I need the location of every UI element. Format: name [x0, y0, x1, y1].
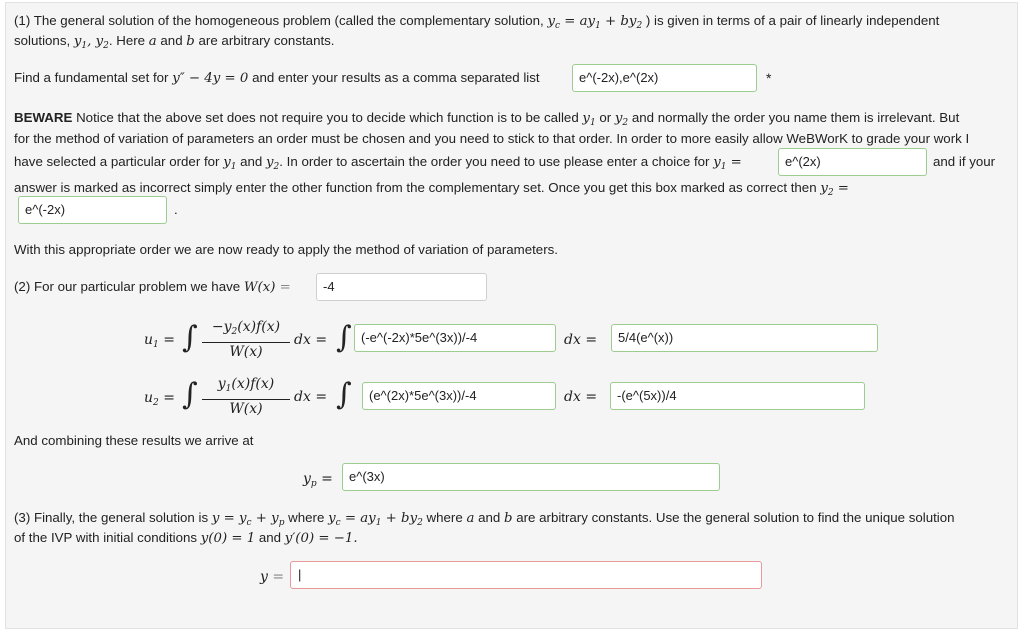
initial-condition-1: y(0) = 1 — [200, 531, 256, 546]
beware-text-3: have selected a particular order for — [14, 154, 220, 169]
beware-text-1: Notice that the above set does not require you to decide which function is to be called — [76, 110, 579, 125]
general-solution-eq: $y = y_c + y_p$ — [211, 511, 285, 528]
u1-fraction: $-y_2(x)f(x)$ W(x) — [202, 319, 290, 361]
or-text: or — [599, 110, 612, 125]
initial-condition-2: y′(0) = −1. — [284, 531, 358, 546]
part3-text-1: (3) Finally, the general solution is — [14, 510, 209, 525]
y1-symbol-2: $y_1$ — [223, 155, 237, 172]
y2-choice-input[interactable]: e^(-2x) — [18, 196, 167, 224]
part1-intro-tail: ) is given in terms of a pair of linearly independent — [645, 13, 940, 28]
part2-label: (2) For our particular problem we have — [14, 279, 241, 294]
yc-def: $y_c = ay_1 + by_2$ — [328, 511, 423, 528]
part3-text-2: of the IVP with initial conditions — [14, 530, 198, 545]
u2-label: $u_2$ = — [144, 390, 175, 408]
integral-sign: ∫ — [336, 377, 352, 412]
y1-choice-input[interactable]: e^(2x) — [778, 148, 927, 176]
problem-panel — [5, 2, 1018, 629]
integral-sign: ∫ — [182, 320, 198, 355]
and-text-3: and — [478, 510, 501, 525]
part2-label-line — [14, 279, 291, 295]
arbitrary-text: are arbitrary constants. — [198, 33, 335, 48]
integral-sign: ∫ — [182, 377, 198, 412]
part3-text-1-end: are arbitrary constants. Use the general solution to find the unique solution — [516, 510, 955, 525]
y2-equals: $y_2$ = — [820, 181, 849, 198]
where-text-2: where — [426, 510, 463, 525]
required-asterisk: * — [766, 70, 772, 86]
here-text: . Here — [108, 33, 146, 48]
beware-label: BEWARE — [14, 110, 73, 125]
part3-line1 — [14, 510, 955, 528]
beware-text-4: answer is marked as incorrect simply enter the other function from the complementary set. Once you get this box marked as correct then — [14, 180, 817, 195]
y2-symbol: $y_2$ — [614, 111, 629, 128]
beware-text-1-tail: and normally the order you name them is irrelevant. But — [631, 110, 960, 125]
and-text-2: and — [240, 154, 263, 169]
u1-result-input[interactable]: 5/4(e^(x)) — [611, 324, 878, 352]
u2-fraction: $y_1(x)f(x)$ W(x) — [202, 376, 290, 418]
ode-equation: y″ − 4y = 0 — [172, 71, 249, 86]
beware-line2: for the method of variation of parameters an order must be chosen and you need to stick to that order. In order to more easily allow WeBWorK to grade your work I — [14, 131, 970, 146]
y-final-label: y = — [260, 569, 285, 585]
integral-sign: ∫ — [336, 320, 352, 355]
part1-line1 — [14, 13, 939, 31]
beware-line1 — [14, 110, 959, 128]
wronskian-symbol: W(x) = — [243, 280, 291, 295]
variation-note: With this appropriate order we are now ready to apply the method of variation of parameters. — [14, 242, 558, 257]
combining-text: And combining these results we arrive at — [14, 433, 254, 448]
part3-line2 — [14, 530, 358, 546]
u1-label: $u_1$ = — [144, 332, 175, 350]
find-label: Find a fundamental set for — [14, 70, 169, 85]
y1-symbol: $y_1$ — [582, 111, 596, 128]
period: . — [174, 202, 178, 217]
u2-result-input[interactable]: -(e^(5x))/4 — [610, 382, 865, 410]
and-text: and — [160, 33, 183, 48]
yp-label: $y_p$ = — [303, 471, 333, 489]
y2-symbol-2: $y_2$ — [266, 155, 280, 172]
find-fundamental-line — [14, 70, 540, 86]
beware-line3-tail: and if your — [933, 154, 996, 169]
part1-intro-text: (1) The general solution of the homogeneous problem (called the complementary solution, — [14, 13, 544, 28]
yp-input[interactable]: e^(3x) — [342, 463, 720, 491]
dx-equals: dx = — [564, 389, 598, 405]
beware-line3 — [14, 154, 742, 172]
find-instruction: and enter your results as a comma separated list — [252, 70, 540, 85]
dx-equals: dx = — [294, 389, 328, 405]
dx-equals: dx = — [564, 332, 598, 348]
const-b: b — [186, 34, 195, 49]
const-b-2: b — [503, 511, 513, 526]
beware-text-3-post: . In order to ascertain the order you need to use please enter a choice for — [279, 154, 710, 169]
const-a-2: a — [466, 511, 475, 526]
fundamental-set-input[interactable]: e^(-2x),e^(2x) — [572, 64, 757, 92]
u2-integrand-input[interactable]: (e^(2x)*5e^(3x))/-4 — [362, 382, 556, 410]
and-text-4: and — [258, 530, 282, 545]
u1-integrand-input[interactable]: (-e^(-2x)*5e^(3x))/-4 — [354, 324, 556, 352]
solutions-label: solutions, — [14, 33, 71, 48]
dx-equals: dx = — [294, 332, 328, 348]
const-a: a — [148, 34, 157, 49]
part1-line2 — [14, 33, 335, 51]
y1-y2-math: $y_1$, $y_2$ — [73, 34, 109, 51]
where-text: where — [288, 510, 325, 525]
y1-equals: $y_1$ = — [713, 155, 742, 172]
yc-equation: $y_c = ay_1 + by_2$ — [547, 14, 643, 31]
wronskian-input[interactable]: -4 — [316, 273, 487, 301]
final-solution-input[interactable] — [290, 561, 762, 589]
